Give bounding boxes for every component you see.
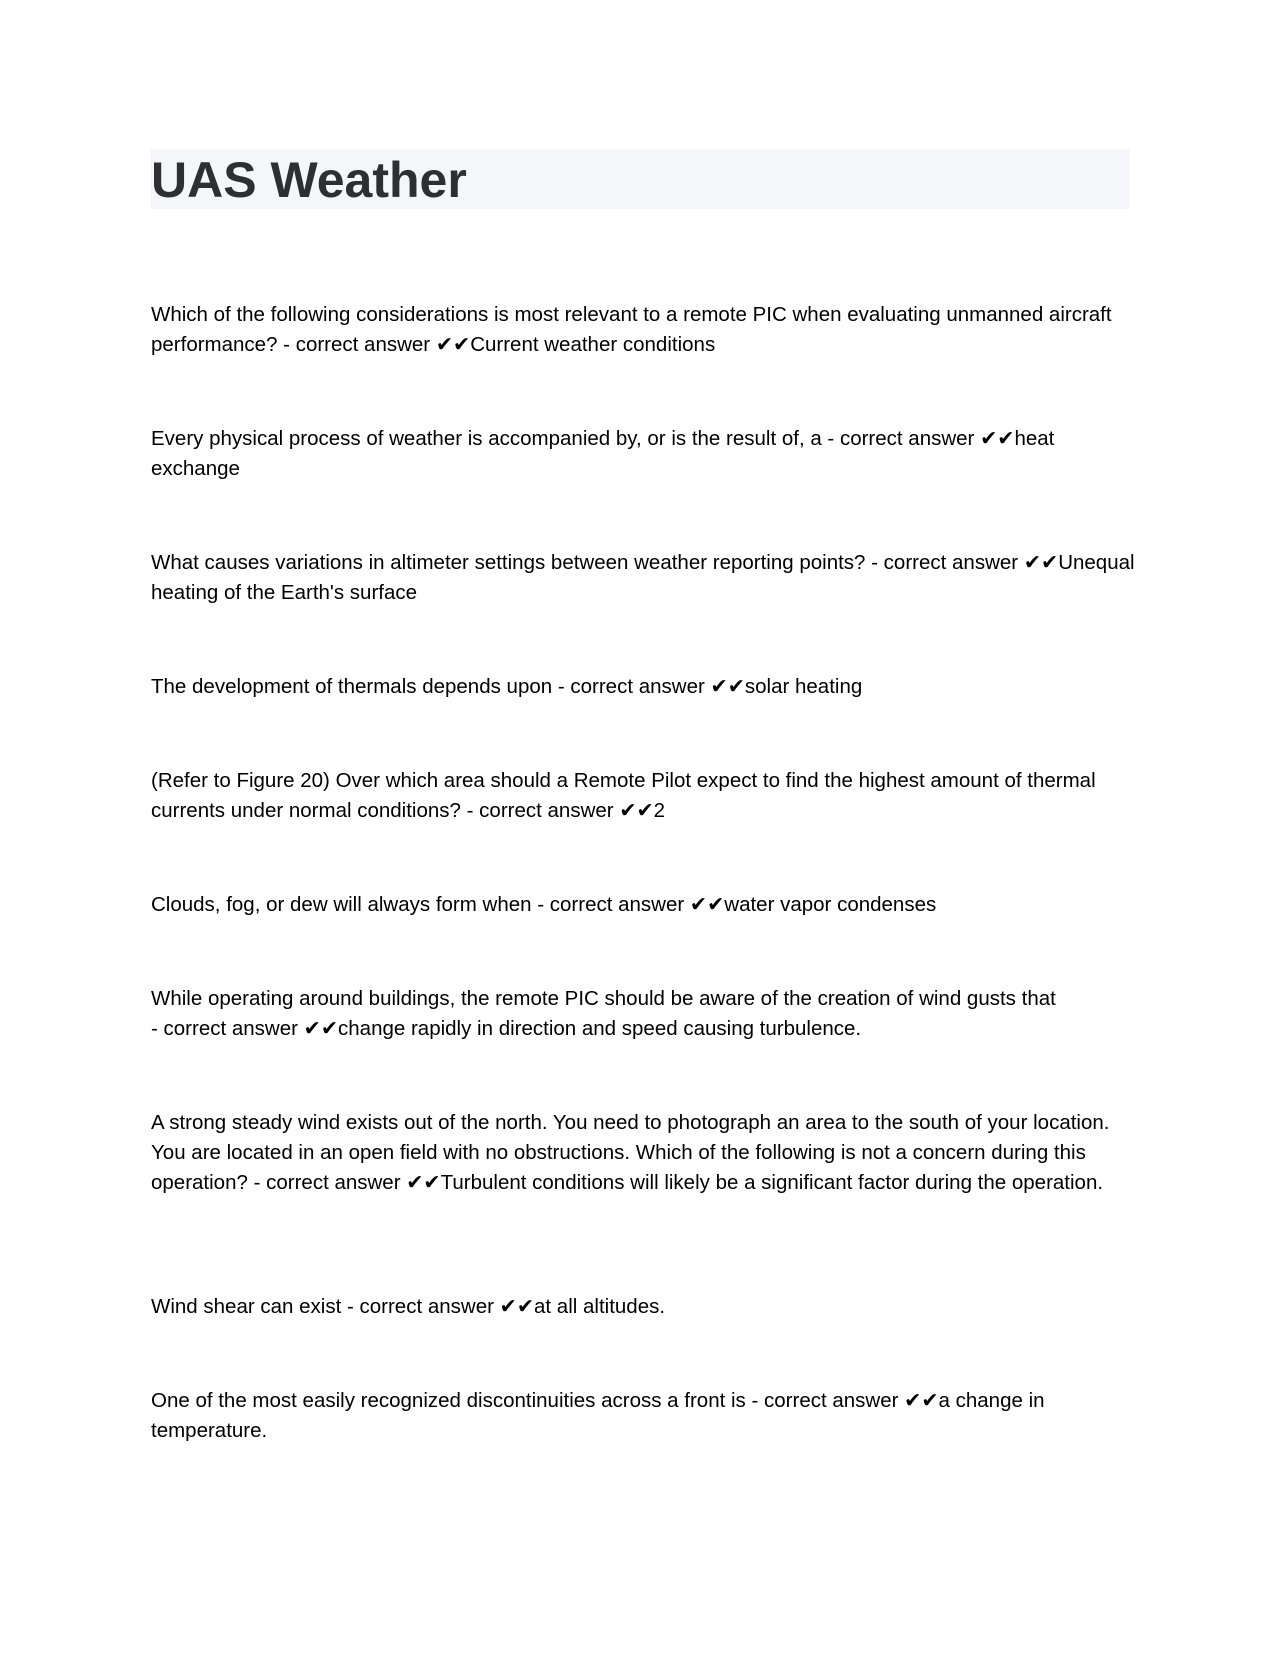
answer-text: Current weather conditions bbox=[470, 333, 716, 356]
check-mark-icon: ✔✔ bbox=[980, 427, 1015, 450]
correct-answer-label: - correct answer bbox=[531, 893, 690, 916]
qa-item bbox=[151, 1386, 1136, 1446]
correct-answer-label: - correct answer bbox=[460, 799, 620, 822]
question-text: A strong steady wind exists out of the north. You need to photograph an area to the south of your location. You are located in an open field with no obstructions. Which of the following is not a concern during this operation? bbox=[151, 1111, 1110, 1194]
question-text: (Refer to Figure 20) Over which area should a Remote Pilot expect to find the highest amount of thermal currents under normal conditions? bbox=[151, 769, 1096, 822]
qa-item bbox=[151, 984, 1136, 1044]
answer-text: Unequal heating of the Earth's surface bbox=[151, 551, 1135, 604]
check-mark-icon: ✔✔ bbox=[406, 1171, 441, 1194]
correct-answer-label: - correct answer bbox=[277, 333, 436, 356]
question-text: The development of thermals depends upon bbox=[151, 675, 553, 698]
qa-item bbox=[151, 1292, 1136, 1322]
check-mark-icon: ✔✔ bbox=[1023, 551, 1059, 574]
correct-answer-label: - correct answer bbox=[552, 675, 711, 698]
answer-text: Turbulent conditions will likely be a significant factor during the operation. bbox=[440, 1171, 1104, 1194]
answer-text: a change in temperature. bbox=[151, 1389, 1045, 1442]
question-text: While operating around buildings, the remote PIC should be aware of the creation of wind gusts that bbox=[151, 987, 1056, 1010]
page-title: UAS Weather bbox=[151, 152, 467, 208]
correct-answer-label: - correct answer bbox=[821, 427, 981, 450]
correct-answer-label: - correct answer bbox=[341, 1295, 500, 1318]
answer-text: water vapor condenses bbox=[724, 893, 937, 916]
check-mark-icon: ✔✔ bbox=[499, 1295, 534, 1318]
correct-answer-label: - correct answer bbox=[247, 1171, 407, 1194]
answer-text: change rapidly in direction and speed causing turbulence. bbox=[338, 1017, 862, 1040]
check-mark-icon: ✔✔ bbox=[435, 333, 471, 356]
question-text: What causes variations in altimeter settings between weather reporting points? bbox=[151, 551, 866, 574]
answer-text: solar heating bbox=[744, 675, 863, 698]
check-mark-icon: ✔✔ bbox=[303, 1017, 339, 1040]
qa-item bbox=[151, 1108, 1136, 1198]
qa-item bbox=[151, 424, 1136, 484]
question-text: Every physical process of weather is accompanied by, or is the result of, a bbox=[151, 427, 822, 450]
check-mark-icon: ✔✔ bbox=[689, 893, 725, 916]
answer-text: 2 bbox=[653, 799, 666, 822]
correct-answer-label: - correct answer bbox=[745, 1389, 905, 1412]
check-mark-icon: ✔✔ bbox=[710, 675, 745, 698]
question-text: Which of the following considerations is most relevant to a remote PIC when evaluating unmanned aircraft performance? bbox=[151, 303, 1112, 356]
correct-answer-label: - correct answer bbox=[865, 551, 1024, 574]
answer-text: at all altitudes. bbox=[534, 1295, 666, 1318]
qa-item bbox=[151, 890, 1136, 920]
question-text: One of the most easily recognized discontinuities across a front is bbox=[151, 1389, 746, 1412]
question-text: Wind shear can exist bbox=[151, 1295, 342, 1318]
correct-answer-label: - correct answer bbox=[151, 1017, 304, 1040]
qa-item bbox=[151, 300, 1136, 360]
qa-item bbox=[151, 672, 1136, 702]
answer-text: heat exchange bbox=[151, 427, 1055, 480]
qa-item bbox=[151, 548, 1136, 608]
qa-item bbox=[151, 766, 1136, 826]
question-text: Clouds, fog, or dew will always form when bbox=[151, 893, 532, 916]
check-mark-icon: ✔✔ bbox=[904, 1389, 939, 1412]
check-mark-icon: ✔✔ bbox=[619, 799, 654, 822]
